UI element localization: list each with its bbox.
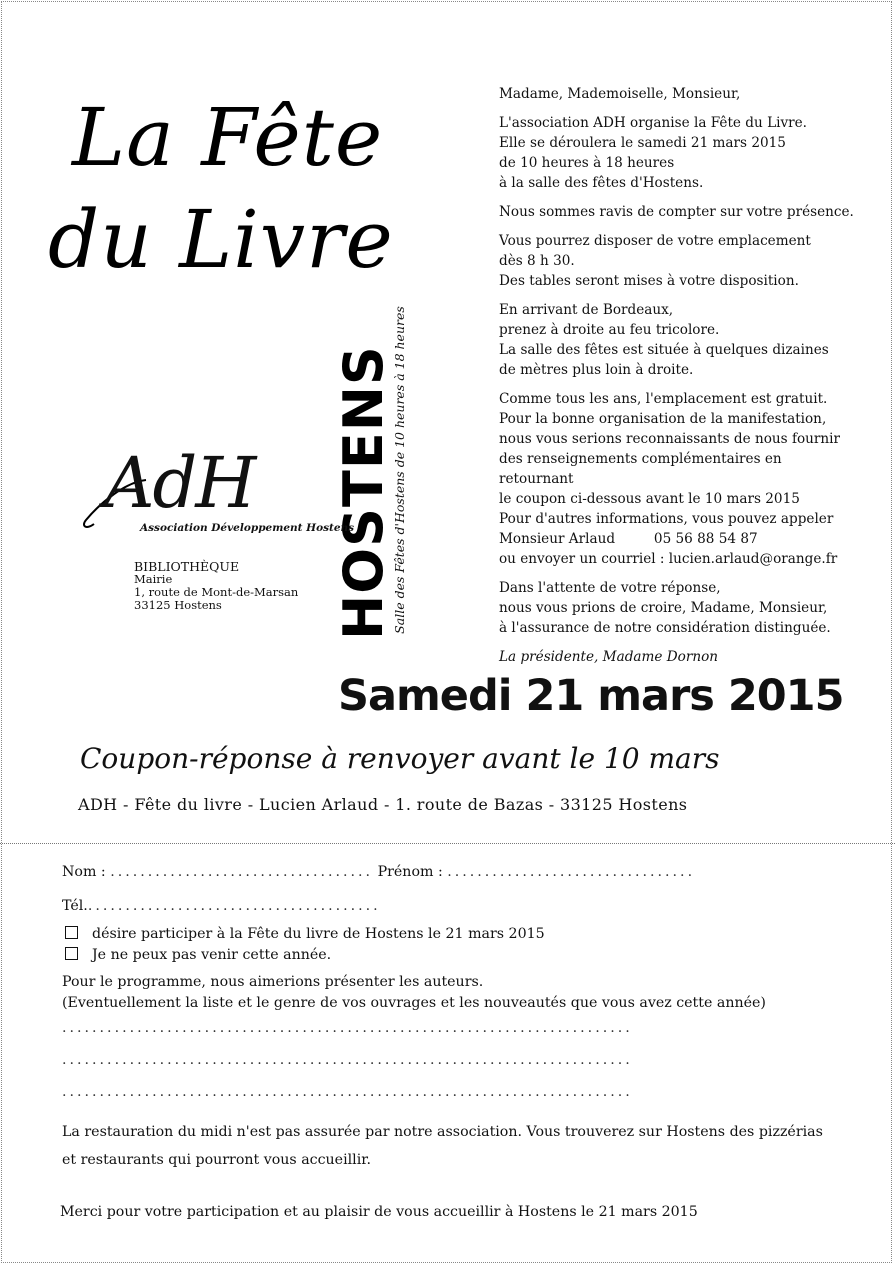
prenom-label: Prénom : <box>377 864 443 880</box>
letter-paragraph <box>499 389 859 569</box>
tel-label: Tél. <box>62 898 88 914</box>
letter-line: Vous pourrez disposer de votre emplacement <box>499 233 811 249</box>
letter-line: le coupon ci-dessous avant le 10 mars 2015 <box>499 491 800 507</box>
letter-line: Dans l'attente de votre réponse, <box>499 580 721 596</box>
prenom-field[interactable]: ................................. <box>447 864 696 880</box>
invitation-letter <box>499 84 859 676</box>
letter-paragraph <box>499 202 859 222</box>
adh-logo <box>76 442 355 542</box>
programme-note: (Eventuellement la liste et le genre de vos ouvrages et les nouveautés que vous avez cette année) <box>62 995 766 1011</box>
nom-label: Nom : <box>62 864 106 880</box>
library-address <box>134 560 298 612</box>
letter-line: Pour d'autres informations, vous pouvez appeler <box>499 511 834 527</box>
letter-line: En arrivant de Bordeaux, <box>499 302 674 318</box>
merci-text: Merci pour votre participation et au plaisir de vous accueillir à Hostens le 21 mars 2015 <box>60 1204 698 1220</box>
letter-line: ou envoyer un courriel : lucien.arlaud@orange.fr <box>499 551 838 567</box>
tel-field[interactable]: ....................................... <box>87 898 381 914</box>
vertical-banner <box>326 300 416 640</box>
letter-signature: La présidente, Madame Dornon <box>499 649 719 665</box>
letter-line: nous vous serions reconnaissants de nous fournir <box>499 431 841 447</box>
letter-line: La salle des fêtes est située à quelques dizaines <box>499 342 829 358</box>
date-banner: Samedi 21 mars 2015 <box>338 671 844 721</box>
salle-vertical: Salle des Fêtes d'Hostens de 10 heures à 18 heures <box>392 306 407 634</box>
checkbox-decline[interactable] <box>65 947 78 960</box>
coupon-title: Coupon-réponse à renvoyer avant le 10 mars <box>80 742 720 775</box>
letter-line: à la salle des fêtes d'Hostens. <box>499 175 704 191</box>
letter-line: Des tables seront mises à votre disposition. <box>499 273 799 289</box>
option-yes-label: désire participer à la Fête du livre de Hostens le 21 mars 2015 <box>92 926 545 942</box>
letter-line: Pour la bonne organisation de la manifestation, <box>499 411 827 427</box>
letter-line: de mètres plus loin à droite. <box>499 362 694 378</box>
name-row <box>62 864 695 880</box>
option-no-row <box>62 947 331 963</box>
logo-subtitle: Association Développement Hostens <box>140 522 355 534</box>
letter-paragraph <box>499 84 859 104</box>
option-no-label: Je ne peux pas venir cette année. <box>92 947 332 963</box>
title-line-2: du Livre <box>48 193 394 286</box>
title-line-1: La Fête <box>72 91 384 184</box>
address-line: BIBLIOTHÈQUE <box>134 559 240 574</box>
option-yes-row <box>62 926 545 942</box>
cut-line <box>0 843 895 844</box>
letter-paragraph <box>499 578 859 638</box>
letter-line: L'association ADH organise la Fête du Livre. <box>499 115 807 131</box>
letter-line: Comme tous les ans, l'emplacement est gratuit. <box>499 391 828 407</box>
letter-paragraph <box>499 300 859 380</box>
programme-text: Pour le programme, nous aimerions présenter les auteurs. <box>62 974 484 990</box>
address-line: 33125 Hostens <box>134 598 222 612</box>
letter-line: Elle se déroulera le samedi 21 mars 2015 <box>499 135 786 151</box>
programme-line-2[interactable]: ............................................................................ <box>62 1052 633 1068</box>
programme-line-1[interactable]: ............................................................................ <box>62 1020 633 1036</box>
letter-line: Nous sommes ravis de compter sur votre présence. <box>499 204 854 220</box>
restauration-text-1: La restauration du midi n'est pas assurée par notre association. Vous trouverez sur Hostens des pizzérias <box>62 1124 823 1140</box>
letter-paragraph <box>499 231 859 291</box>
letter-line: Monsieur Arlaud 05 56 88 54 87 <box>499 531 758 547</box>
coupon-address: ADH - Fête du livre - Lucien Arlaud - 1. route de Bazas - 33125 Hostens <box>78 795 688 814</box>
letter-line: de 10 heures à 18 heures <box>499 155 675 171</box>
logo-letters: AdH <box>104 442 255 524</box>
nom-field[interactable]: ................................... <box>110 864 374 880</box>
letter-line: prenez à droite au feu tricolore. <box>499 322 720 338</box>
address-line: Mairie <box>134 572 173 586</box>
restauration-text-2: et restaurants qui pourront vous accueillir. <box>62 1152 371 1168</box>
hostens-vertical: HOSTENS <box>332 345 395 640</box>
letter-line: Madame, Mademoiselle, Monsieur, <box>499 86 741 102</box>
checkbox-participate[interactable] <box>65 926 78 939</box>
programme-line-3[interactable]: ............................................................................ <box>62 1084 633 1100</box>
letter-line: nous vous prions de croire, Madame, Monsieur, <box>499 600 828 616</box>
address-line: 1, route de Mont-de-Marsan <box>134 585 299 599</box>
tel-row <box>62 898 381 914</box>
letter-line: à l'assurance de notre considération distinguée. <box>499 620 831 636</box>
letter-line: des renseignements complémentaires en retournant <box>499 451 782 487</box>
letter-line: dès 8 h 30. <box>499 253 575 269</box>
letter-paragraph <box>499 113 859 193</box>
